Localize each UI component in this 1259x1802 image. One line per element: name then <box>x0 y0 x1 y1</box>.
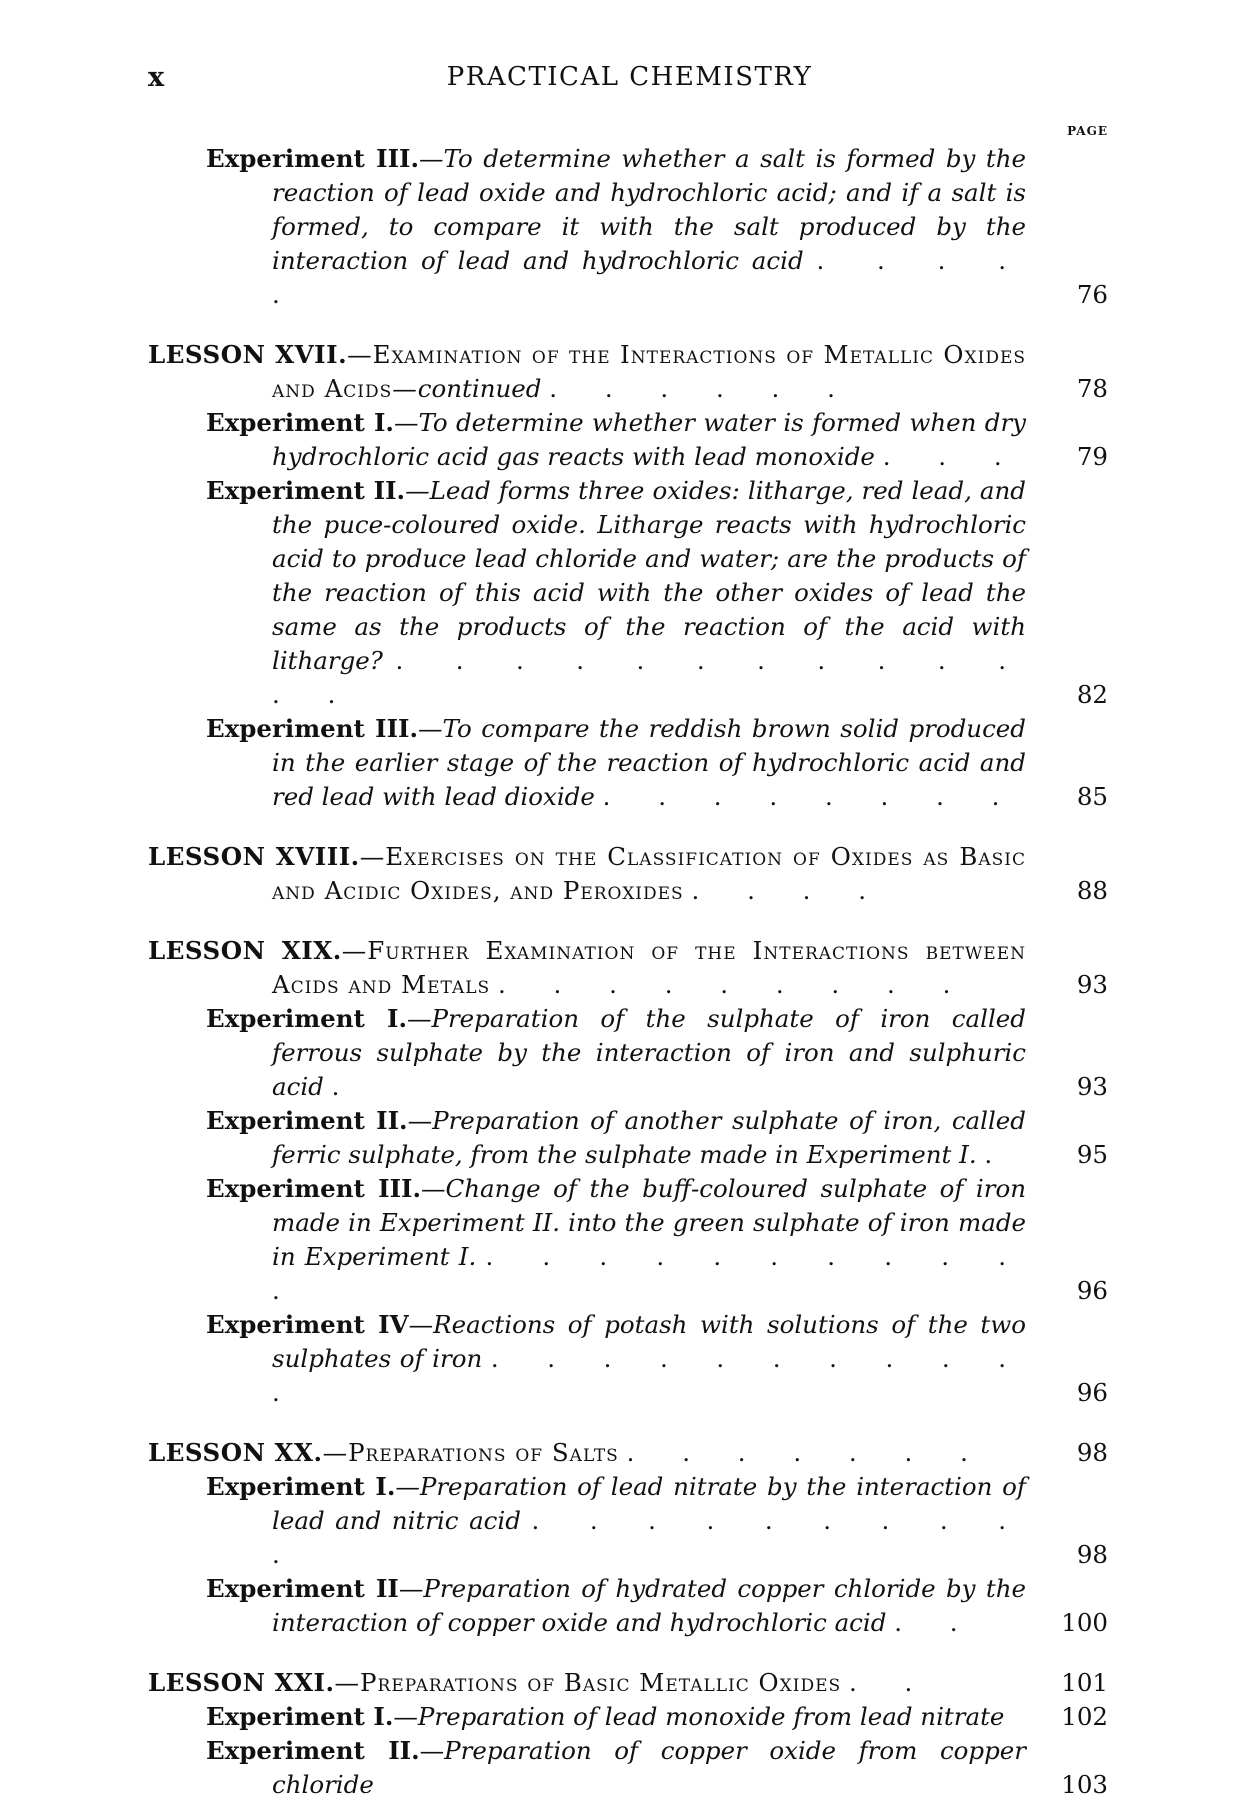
experiment-number: Experiment I. <box>206 1702 394 1731</box>
running-title: PRACTICAL CHEMISTRY <box>446 62 813 92</box>
lesson-title: —Preparations of Salts <box>322 1438 619 1467</box>
leader-dots: . . . . . <box>272 246 1026 309</box>
experiment-number: Experiment II <box>206 1574 399 1603</box>
page-column-label: PAGE <box>1067 124 1108 138</box>
experiment-description: —To determine whether a salt is formed by the reaction of lead oxide and hydrochloric acid; and if a salt is formed, to compare it with the salt produced by the interaction of lead and hydrochloric acid <box>272 144 1026 275</box>
experiment-description: —To compare the reddish brown solid produced in the earlier stage of the reaction of hydrochloric acid and red lead with lead dioxide <box>272 714 1026 811</box>
toc-experiment-entry <box>148 474 1108 712</box>
leader-dots: . . <box>894 1608 978 1637</box>
page-reference[interactable]: 98 <box>1076 1438 1108 1467</box>
experiment-number: Experiment II. <box>206 476 406 505</box>
leader-dots: . <box>331 1072 360 1101</box>
leader-dots: . . . . . . . <box>626 1438 988 1467</box>
toc-lesson-entry <box>148 840 1108 908</box>
entry-body <box>206 1172 1108 1308</box>
experiment-description: —Preparation of hydrated copper chloride by the interaction of copper oxide and hydrochloric acid <box>272 1574 1026 1637</box>
experiment-description: —Preparation of another sulphate of iron, called ferric sulphate, from the sulphate made in Experiment I. <box>272 1106 1026 1169</box>
experiment-description: —Preparation of the sulphate of iron called ferrous sulphate by the interaction of iron and sulphuric acid <box>272 1004 1026 1101</box>
lesson-number: LESSON XVIII. <box>148 842 360 871</box>
running-header <box>140 62 1119 102</box>
section-gap <box>148 1640 1108 1666</box>
page-reference[interactable]: 96 <box>1076 1276 1108 1305</box>
lesson-number: LESSON XVII. <box>148 340 348 369</box>
leader-dots: . . . <box>882 442 1022 471</box>
toc-experiment-entry <box>148 142 1108 312</box>
page-reference[interactable]: 96 <box>1076 1378 1108 1407</box>
entry-body <box>206 406 1108 474</box>
lesson-number: LESSON XXI. <box>148 1668 335 1697</box>
toc-lesson-entry <box>148 934 1108 1002</box>
toc-experiment-entry <box>148 1470 1108 1572</box>
toc-lesson-entry <box>148 338 1108 406</box>
page-reference[interactable]: 93 <box>1076 970 1108 999</box>
toc-experiment-entry <box>148 1700 1108 1734</box>
entry-body <box>206 1470 1108 1572</box>
experiment-number: Experiment I. <box>206 1472 396 1501</box>
lesson-title: —Further Examination of the Interactions between Acids and Metals <box>272 936 1026 999</box>
leader-dots: . . . . . . . . . . . . . <box>272 646 1026 709</box>
lesson-title-continued: continued <box>417 374 542 403</box>
section-gap <box>148 814 1108 840</box>
lesson-title: —Exercises on the Classification of Oxides as Basic and Acidic Oxides, and Peroxides <box>272 842 1026 905</box>
section-gap <box>148 1410 1108 1436</box>
page-reference[interactable]: 85 <box>1076 782 1108 811</box>
leader-dots: . . . . <box>691 876 887 905</box>
leader-dots: . . . . . . . . . . . <box>272 1242 1026 1305</box>
entry-body <box>148 1436 1108 1470</box>
lesson-title: —Preparations of Basic Metallic Oxides <box>334 1668 842 1697</box>
experiment-number: Experiment II. <box>206 1736 420 1765</box>
experiment-description: —To determine whether water is formed when dry hydrochloric acid gas reacts with lead monoxide <box>272 408 1026 471</box>
toc-experiment-entry <box>148 1572 1108 1640</box>
page-reference[interactable]: 101 <box>1061 1668 1108 1697</box>
entry-body <box>206 1734 1108 1802</box>
entry-body <box>206 1700 1108 1734</box>
entry-body <box>148 840 1108 908</box>
toc-lesson-entry <box>148 1666 1108 1700</box>
leader-dots: . <box>984 1140 1013 1169</box>
experiment-number: Experiment I. <box>206 408 394 437</box>
experiment-number: Experiment II. <box>206 1106 408 1135</box>
experiment-description: —Change of the buff-coloured sulphate of iron made in Experiment II. into the green sulphate of iron made in Experiment I. <box>272 1174 1026 1271</box>
page-reference[interactable]: 78 <box>1076 374 1108 403</box>
leader-dots: . . . . . . . . . . <box>272 1506 1026 1569</box>
page-reference[interactable]: 88 <box>1076 876 1108 905</box>
experiment-description: —Reactions of potash with solutions of the two sulphates of iron <box>272 1310 1026 1373</box>
entry-body <box>148 338 1108 406</box>
toc-experiment-entry <box>148 406 1108 474</box>
experiment-number: Experiment IV <box>206 1310 409 1339</box>
toc-experiment-entry <box>148 1308 1108 1410</box>
experiment-number: Experiment I. <box>206 1004 407 1033</box>
toc-experiment-entry <box>148 712 1108 814</box>
experiment-description: —Preparation of lead nitrate by the interaction of lead and nitric acid <box>272 1472 1026 1535</box>
page-number: x <box>148 62 165 93</box>
toc-experiment-entry <box>148 1002 1108 1104</box>
leader-dots: . . . . . . <box>549 374 855 403</box>
entry-body <box>206 142 1108 312</box>
page-reference[interactable]: 93 <box>1076 1072 1108 1101</box>
section-gap <box>148 908 1108 934</box>
experiment-number: Experiment III. <box>206 1174 422 1203</box>
leader-dots: . . . . . . . . . . . <box>272 1344 1026 1407</box>
toc-experiment-entry <box>148 1172 1108 1308</box>
experiment-number: Experiment III. <box>206 144 420 173</box>
leader-dots: . . <box>848 1668 933 1697</box>
experiment-number: Experiment III. <box>206 714 419 743</box>
entry-body <box>148 934 1108 1002</box>
entry-body <box>206 1104 1108 1172</box>
page-reference[interactable]: 95 <box>1076 1140 1108 1169</box>
table-of-contents <box>148 142 1108 1802</box>
experiment-description: —Preparation of copper oxide from copper chloride <box>272 1736 1027 1799</box>
entry-body <box>206 474 1108 712</box>
entry-body <box>148 1666 1108 1700</box>
page-reference[interactable]: 82 <box>1076 680 1108 709</box>
lesson-number: LESSON XX. <box>148 1438 323 1467</box>
leader-dots: . . . . . . . . . <box>497 970 971 999</box>
page-reference[interactable]: 79 <box>1076 442 1108 471</box>
experiment-description: —Preparation of lead monoxide from lead nitrate <box>393 1702 1005 1731</box>
entry-body <box>206 1308 1108 1410</box>
entry-body <box>206 712 1108 814</box>
experiment-description: —Lead forms three oxides: litharge, red lead, and the puce-coloured oxide. Litharge reacts with hydrochloric acid to produce lead chloride and water; are the products of the reaction of this acid with the other oxides of lead the same as the products of the reaction of the acid with litharge? <box>272 476 1026 675</box>
page-reference[interactable]: 103 <box>1061 1770 1108 1799</box>
toc-lesson-entry <box>148 1436 1108 1470</box>
section-gap <box>148 312 1108 338</box>
lesson-number: LESSON XIX. <box>148 936 342 965</box>
entry-body <box>206 1002 1108 1104</box>
entry-body <box>206 1572 1108 1640</box>
page-reference[interactable]: 102 <box>1061 1702 1108 1731</box>
lesson-title: —Examination of the Interactions of Metallic Oxides and Acids— <box>272 340 1027 403</box>
page-reference[interactable]: 100 <box>1061 1608 1108 1637</box>
toc-experiment-entry <box>148 1104 1108 1172</box>
leader-dots: . . . . . . . . <box>602 782 1020 811</box>
page-reference[interactable]: 98 <box>1076 1540 1108 1569</box>
page-reference[interactable]: 76 <box>1076 280 1108 309</box>
toc-experiment-entry <box>148 1734 1108 1802</box>
